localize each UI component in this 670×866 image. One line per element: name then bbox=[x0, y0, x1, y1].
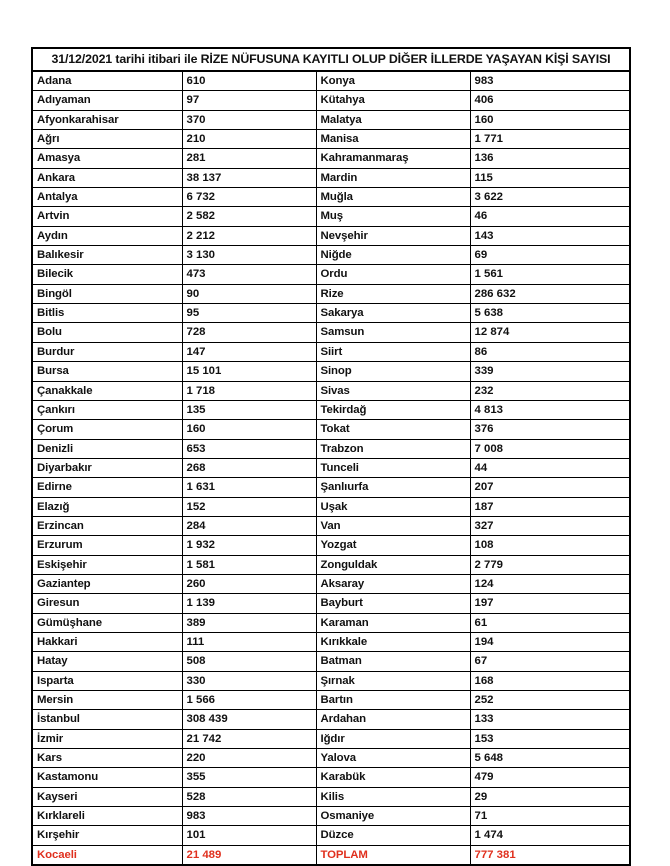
province-name-left: Adıyaman bbox=[32, 91, 182, 110]
table-row bbox=[32, 168, 630, 187]
province-value-left: 152 bbox=[182, 497, 316, 516]
province-name-right: Tokat bbox=[316, 420, 470, 439]
table-row bbox=[32, 516, 630, 535]
province-name-left: Elazığ bbox=[32, 497, 182, 516]
province-value-right: 5 638 bbox=[470, 304, 630, 323]
table-row bbox=[32, 246, 630, 265]
province-value-left: 284 bbox=[182, 516, 316, 535]
province-value-right: 143 bbox=[470, 226, 630, 245]
table-row bbox=[32, 439, 630, 458]
province-name-right: Bayburt bbox=[316, 594, 470, 613]
table-row bbox=[32, 207, 630, 226]
province-value-right: 136 bbox=[470, 149, 630, 168]
province-name-left: Burdur bbox=[32, 342, 182, 361]
province-value-right: 12 874 bbox=[470, 323, 630, 342]
province-value-left: 1 139 bbox=[182, 594, 316, 613]
province-value-left: 1 581 bbox=[182, 555, 316, 574]
province-name-left: Edirne bbox=[32, 478, 182, 497]
table-row bbox=[32, 555, 630, 574]
province-name-left: Eskişehir bbox=[32, 555, 182, 574]
province-name-left: Gaziantep bbox=[32, 574, 182, 593]
province-value-left: 210 bbox=[182, 130, 316, 149]
province-name-left: Artvin bbox=[32, 207, 182, 226]
province-name-left: Aydın bbox=[32, 226, 182, 245]
province-name-left: Bingöl bbox=[32, 284, 182, 303]
province-value-left: 135 bbox=[182, 400, 316, 419]
province-name-left: Denizli bbox=[32, 439, 182, 458]
province-name-right: Samsun bbox=[316, 323, 470, 342]
province-name-left: Afyonkarahisar bbox=[32, 110, 182, 129]
table-row bbox=[32, 458, 630, 477]
province-value-left: 6 732 bbox=[182, 188, 316, 207]
table-row bbox=[32, 420, 630, 439]
province-name-right: Şırnak bbox=[316, 671, 470, 690]
province-name-right: Manisa bbox=[316, 130, 470, 149]
province-value-left: 21 742 bbox=[182, 729, 316, 748]
table-row bbox=[32, 652, 630, 671]
province-name-right: Tunceli bbox=[316, 458, 470, 477]
total-value: 777 381 bbox=[470, 845, 630, 865]
province-value-left: 473 bbox=[182, 265, 316, 284]
province-name-left: İzmir bbox=[32, 729, 182, 748]
province-value-right: 1 561 bbox=[470, 265, 630, 284]
table-row bbox=[32, 91, 630, 110]
province-value-left: 728 bbox=[182, 323, 316, 342]
province-name-right: Sivas bbox=[316, 381, 470, 400]
province-value-right: 108 bbox=[470, 536, 630, 555]
province-name-left: Bursa bbox=[32, 362, 182, 381]
province-value-right: 1 771 bbox=[470, 130, 630, 149]
province-name-right: Zonguldak bbox=[316, 555, 470, 574]
province-value-right: 327 bbox=[470, 516, 630, 535]
province-name-right: Yozgat bbox=[316, 536, 470, 555]
table-row bbox=[32, 497, 630, 516]
table-row bbox=[32, 749, 630, 768]
table-row bbox=[32, 632, 630, 651]
province-value-left: 15 101 bbox=[182, 362, 316, 381]
province-name-left: Bolu bbox=[32, 323, 182, 342]
province-name-right: Van bbox=[316, 516, 470, 535]
province-value-left: 653 bbox=[182, 439, 316, 458]
province-value-left: 160 bbox=[182, 420, 316, 439]
province-value-left: 97 bbox=[182, 91, 316, 110]
province-name-left: Adana bbox=[32, 71, 182, 91]
province-name-left: Kırşehir bbox=[32, 826, 182, 845]
province-name-right: Yalova bbox=[316, 749, 470, 768]
province-value-left: 1 718 bbox=[182, 381, 316, 400]
province-value-right: 61 bbox=[470, 613, 630, 632]
table-row bbox=[32, 304, 630, 323]
province-value-left: 528 bbox=[182, 787, 316, 806]
province-value-left: 21 489 bbox=[182, 845, 316, 865]
table-row bbox=[32, 768, 630, 787]
province-name-right: Kütahya bbox=[316, 91, 470, 110]
province-name-right: Bartın bbox=[316, 691, 470, 710]
province-value-left: 3 130 bbox=[182, 246, 316, 265]
province-value-left: 1 932 bbox=[182, 536, 316, 555]
province-value-left: 508 bbox=[182, 652, 316, 671]
province-name-right: Uşak bbox=[316, 497, 470, 516]
province-name-right: Rize bbox=[316, 284, 470, 303]
province-name-left: Kırklareli bbox=[32, 807, 182, 826]
province-name-left: Giresun bbox=[32, 594, 182, 613]
province-name-left: Çankırı bbox=[32, 400, 182, 419]
province-value-right: 86 bbox=[470, 342, 630, 361]
province-name-left: Kastamonu bbox=[32, 768, 182, 787]
table-row bbox=[32, 284, 630, 303]
province-name-right: Sinop bbox=[316, 362, 470, 381]
province-name-left: Gümüşhane bbox=[32, 613, 182, 632]
province-value-right: 5 648 bbox=[470, 749, 630, 768]
province-value-right: 153 bbox=[470, 729, 630, 748]
province-name-right: Malatya bbox=[316, 110, 470, 129]
province-name-left: Çanakkale bbox=[32, 381, 182, 400]
province-value-right: 207 bbox=[470, 478, 630, 497]
province-value-right: 71 bbox=[470, 807, 630, 826]
province-name-left: Diyarbakır bbox=[32, 458, 182, 477]
province-value-left: 260 bbox=[182, 574, 316, 593]
province-value-right: 252 bbox=[470, 691, 630, 710]
province-value-left: 95 bbox=[182, 304, 316, 323]
province-name-left: Çorum bbox=[32, 420, 182, 439]
province-value-right: 133 bbox=[470, 710, 630, 729]
province-name-left: Isparta bbox=[32, 671, 182, 690]
province-value-left: 2 582 bbox=[182, 207, 316, 226]
province-name-right: Ardahan bbox=[316, 710, 470, 729]
province-name-left: İstanbul bbox=[32, 710, 182, 729]
table-row bbox=[32, 478, 630, 497]
province-name-right: Iğdır bbox=[316, 729, 470, 748]
province-value-right: 1 474 bbox=[470, 826, 630, 845]
province-name-right: Düzce bbox=[316, 826, 470, 845]
province-value-right: 406 bbox=[470, 91, 630, 110]
province-value-right: 44 bbox=[470, 458, 630, 477]
province-value-right: 115 bbox=[470, 168, 630, 187]
province-value-left: 281 bbox=[182, 149, 316, 168]
province-value-right: 4 813 bbox=[470, 400, 630, 419]
table-row bbox=[32, 130, 630, 149]
table-row bbox=[32, 613, 630, 632]
province-value-right: 194 bbox=[470, 632, 630, 651]
province-value-left: 370 bbox=[182, 110, 316, 129]
province-value-left: 983 bbox=[182, 807, 316, 826]
province-name-right: Osmaniye bbox=[316, 807, 470, 826]
province-name-left: Bitlis bbox=[32, 304, 182, 323]
province-value-right: 286 632 bbox=[470, 284, 630, 303]
province-name-left: Kocaeli bbox=[32, 845, 182, 865]
table-row bbox=[32, 787, 630, 806]
province-value-right: 3 622 bbox=[470, 188, 630, 207]
table-row bbox=[32, 149, 630, 168]
province-name-left: Amasya bbox=[32, 149, 182, 168]
province-name-right: Siirt bbox=[316, 342, 470, 361]
province-value-right: 124 bbox=[470, 574, 630, 593]
table-row bbox=[32, 671, 630, 690]
province-value-right: 232 bbox=[470, 381, 630, 400]
province-name-left: Kars bbox=[32, 749, 182, 768]
population-table bbox=[31, 47, 631, 866]
table-row bbox=[32, 400, 630, 419]
province-value-right: 160 bbox=[470, 110, 630, 129]
table-row bbox=[32, 226, 630, 245]
table-row bbox=[32, 594, 630, 613]
province-value-right: 376 bbox=[470, 420, 630, 439]
province-value-right: 479 bbox=[470, 768, 630, 787]
table-title-row bbox=[32, 48, 630, 71]
province-value-right: 67 bbox=[470, 652, 630, 671]
province-value-right: 7 008 bbox=[470, 439, 630, 458]
table-row bbox=[32, 381, 630, 400]
province-name-left: Hakkari bbox=[32, 632, 182, 651]
table-row bbox=[32, 265, 630, 284]
province-value-right: 69 bbox=[470, 246, 630, 265]
province-value-left: 101 bbox=[182, 826, 316, 845]
table-row bbox=[32, 342, 630, 361]
table-row bbox=[32, 691, 630, 710]
province-name-right: Batman bbox=[316, 652, 470, 671]
province-name-right: Şanlıurfa bbox=[316, 478, 470, 497]
province-name-left: Antalya bbox=[32, 188, 182, 207]
province-name-right: Kilis bbox=[316, 787, 470, 806]
province-value-left: 610 bbox=[182, 71, 316, 91]
province-name-right: Kırıkkale bbox=[316, 632, 470, 651]
province-name-right: Konya bbox=[316, 71, 470, 91]
province-name-right: Nevşehir bbox=[316, 226, 470, 245]
table-row bbox=[32, 729, 630, 748]
province-value-right: 2 779 bbox=[470, 555, 630, 574]
province-name-right: Muğla bbox=[316, 188, 470, 207]
province-value-right: 29 bbox=[470, 787, 630, 806]
province-value-left: 308 439 bbox=[182, 710, 316, 729]
table-row bbox=[32, 574, 630, 593]
table-row bbox=[32, 826, 630, 845]
province-value-left: 268 bbox=[182, 458, 316, 477]
table-row bbox=[32, 710, 630, 729]
province-name-right: Mardin bbox=[316, 168, 470, 187]
province-value-left: 147 bbox=[182, 342, 316, 361]
province-name-right: Sakarya bbox=[316, 304, 470, 323]
province-value-right: 187 bbox=[470, 497, 630, 516]
province-value-right: 168 bbox=[470, 671, 630, 690]
province-name-left: Kayseri bbox=[32, 787, 182, 806]
province-name-right: Karabük bbox=[316, 768, 470, 787]
province-name-left: Ağrı bbox=[32, 130, 182, 149]
province-value-left: 389 bbox=[182, 613, 316, 632]
total-label: TOPLAM bbox=[316, 845, 470, 865]
province-name-right: Ordu bbox=[316, 265, 470, 284]
province-name-right: Kahramanmaraş bbox=[316, 149, 470, 168]
province-name-left: Mersin bbox=[32, 691, 182, 710]
province-value-left: 355 bbox=[182, 768, 316, 787]
province-value-left: 330 bbox=[182, 671, 316, 690]
province-name-left: Erzurum bbox=[32, 536, 182, 555]
table-row bbox=[32, 807, 630, 826]
province-name-left: Balıkesir bbox=[32, 246, 182, 265]
province-value-left: 38 137 bbox=[182, 168, 316, 187]
province-name-right: Muş bbox=[316, 207, 470, 226]
table-row bbox=[32, 188, 630, 207]
province-value-left: 111 bbox=[182, 632, 316, 651]
table-row bbox=[32, 362, 630, 381]
province-value-left: 1 631 bbox=[182, 478, 316, 497]
table-row bbox=[32, 845, 630, 865]
province-value-left: 90 bbox=[182, 284, 316, 303]
table-row bbox=[32, 536, 630, 555]
province-value-left: 1 566 bbox=[182, 691, 316, 710]
province-value-left: 220 bbox=[182, 749, 316, 768]
population-table-container bbox=[31, 47, 629, 866]
table-body bbox=[32, 48, 630, 865]
table-row bbox=[32, 110, 630, 129]
province-name-right: Tekirdağ bbox=[316, 400, 470, 419]
province-value-left: 2 212 bbox=[182, 226, 316, 245]
province-value-right: 46 bbox=[470, 207, 630, 226]
province-name-left: Bilecik bbox=[32, 265, 182, 284]
table-row bbox=[32, 71, 630, 91]
province-value-right: 983 bbox=[470, 71, 630, 91]
province-name-left: Erzincan bbox=[32, 516, 182, 535]
table-title: 31/12/2021 tarihi itibari ile RİZE NÜFUSUNA KAYITLI OLUP DİĞER İLLERDE YAŞAYAN KİŞİ SAYISI bbox=[32, 48, 630, 71]
province-name-right: Niğde bbox=[316, 246, 470, 265]
province-name-right: Aksaray bbox=[316, 574, 470, 593]
province-name-right: Trabzon bbox=[316, 439, 470, 458]
province-value-right: 197 bbox=[470, 594, 630, 613]
province-name-left: Ankara bbox=[32, 168, 182, 187]
province-name-right: Karaman bbox=[316, 613, 470, 632]
table-row bbox=[32, 323, 630, 342]
province-name-left: Hatay bbox=[32, 652, 182, 671]
province-value-right: 339 bbox=[470, 362, 630, 381]
